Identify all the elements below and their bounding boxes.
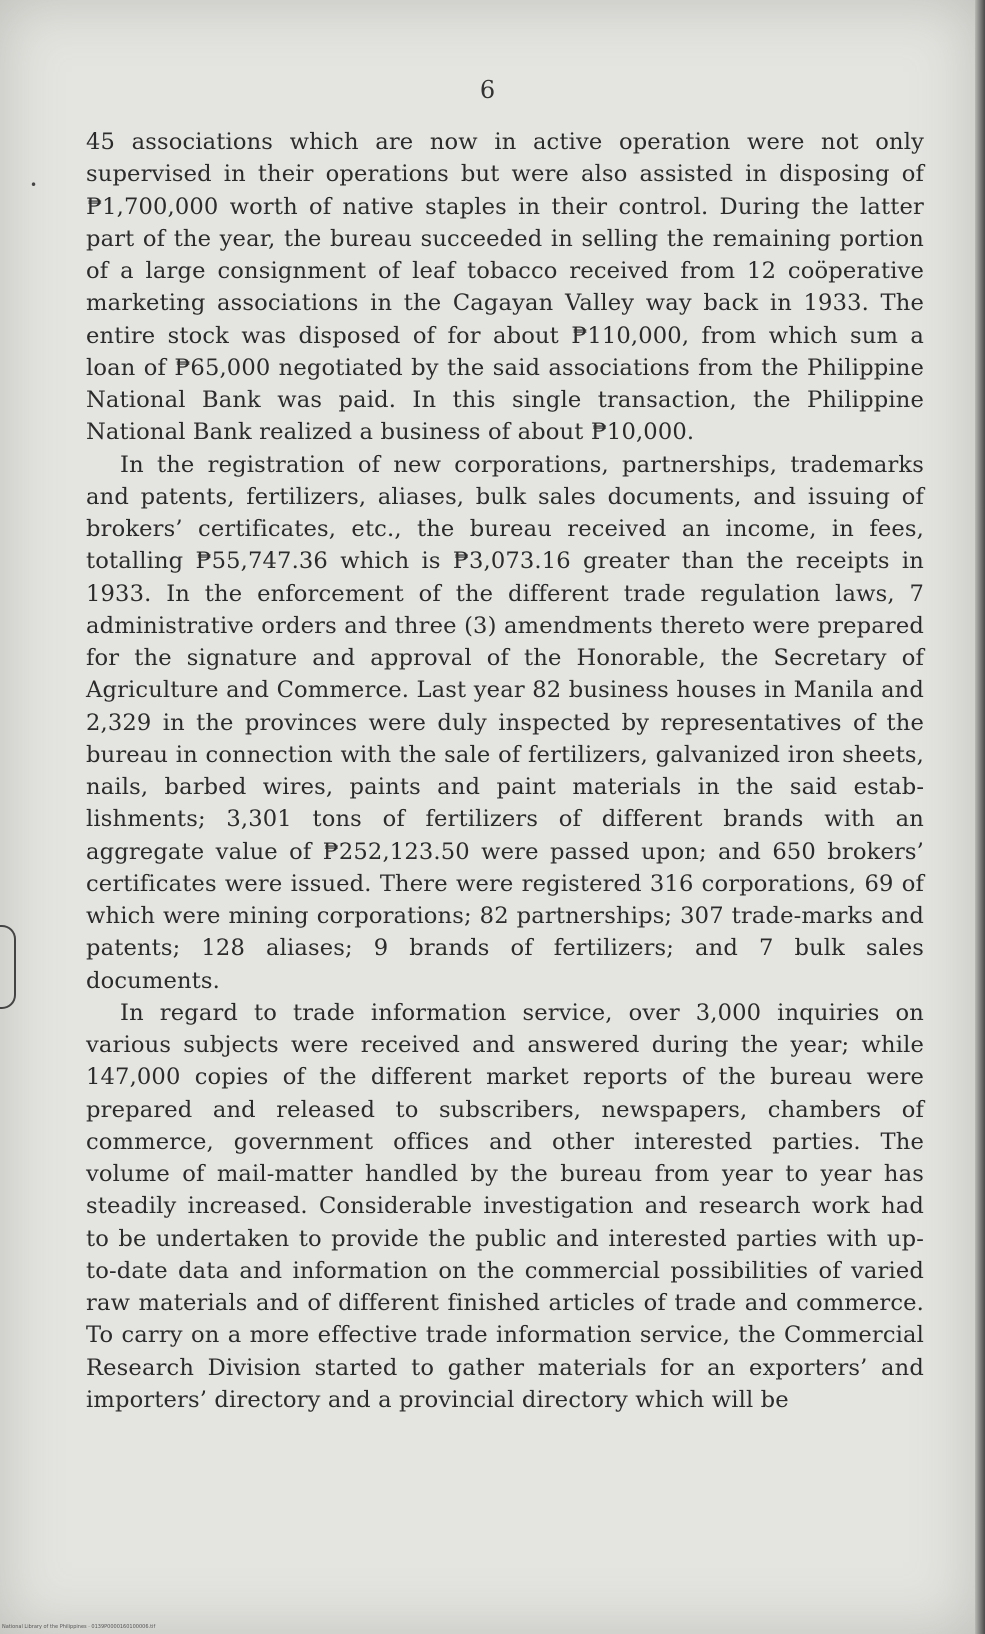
paragraph-1: 45 associations which are now in active operation were not only supervised in their operations but were also assisted in disposing of ₱1,700,000 worth of native staples in their control. During the latter part of the year, the bureau succeeded in selling the remaining portion of a large consignment of leaf tobacco received from 12 coöperative marketing associations in the Cagayan Valley way back in 1933. The entire stock was disposed of for about ₱110,000, from which sum a loan of ₱65,000 negotiated by the said associations from the Philippine National Bank was paid. In this single transaction, the Philippine National Bank realized a business of about ₱10,000. (86, 129, 924, 446)
binding-clip-mark (0, 925, 16, 1009)
margin-speck-icon: • (30, 178, 38, 192)
page-number: 6 (479, 76, 496, 104)
scan-footer: National Library of the Philippines · 0139P0000160100006.tif (2, 1624, 156, 1630)
paragraph-2: In the registration of new corporations, partnerships, trademarks and patents, fertilizers, aliases, bulk sales documents, and issuing of brokers’ certificates, etc., the bureau received an income, in fees, totalling ₱55,747.36 which is ₱3,073.16 greater than the receipts in 1933. In the enforcement of the different trade regulation laws, 7 administrative orders and three (3) amendments thereto were prepared for the signature and approval of the Honorable, the Secretary of Agriculture and Commerce. Last year 82 business houses in Manila and 2,329 in the provinces were duly inspected by representatives of the bureau in connection with the sale of fertilizers, galvanized iron sheets, nails, barbed wires, paints and paint materials in the said establishments; 3,301 tons of fertilizers of different brands with an aggregate value of ₱252,123.50 were passed upon; and 650 brokers’ certificates were issued. There were registered 316 corporations, 69 of which were mining corporations; 82 partnerships; 307 trade-marks and patents; 128 aliases; 9 brands of fertilizers; and 7 bulk sales documents. (86, 451, 924, 994)
body-text (86, 126, 924, 1416)
paragraph-3: In regard to trade information service, over 3,000 inquiries on various subjects were received and answered during the year; while 147,000 copies of the different market reports of the bureau were prepared and released to subscribers, newspapers, chambers of commerce, government offices and other interested parties. The volume of mail-matter handled by the bureau from year to year has steadily increased. Considerable investigation and research work had to be undertaken to provide the public and interested parties with up-to-date data and information on the commercial possibilities of varied raw materials and of different finished articles of trade and commerce. To carry on a more effective trade information service, the Commercial Research Division started to gather materials for an exporters’ and importers’ directory and a provincial directory which will be (86, 999, 924, 1413)
page-edge-shadow (975, 0, 985, 1634)
